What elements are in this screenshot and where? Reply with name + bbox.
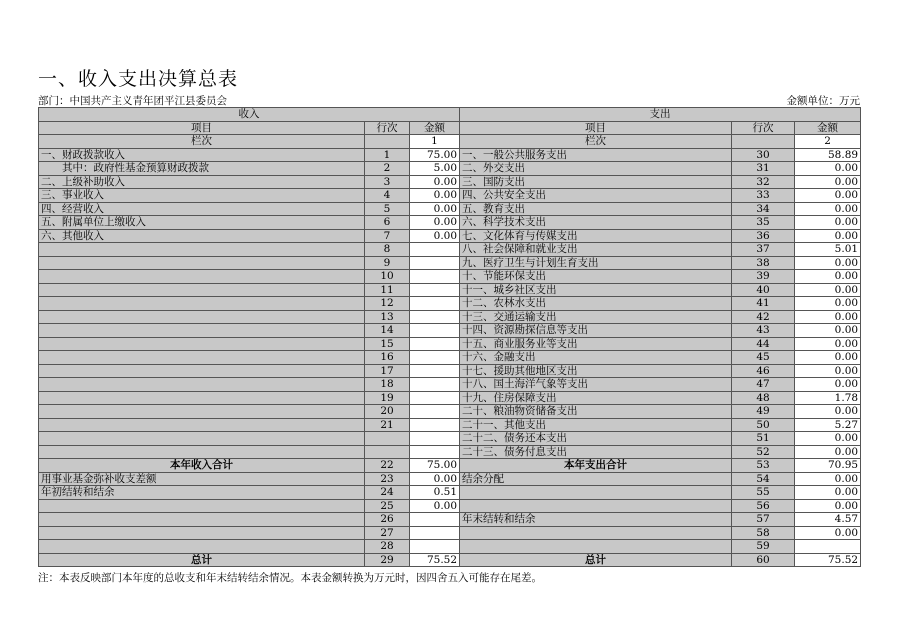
- expense-amount-cell: 0.00: [795, 432, 861, 446]
- table-row: [39, 499, 861, 513]
- income-row-cell: 28: [365, 540, 410, 554]
- expense-row-cell: 60: [732, 553, 795, 567]
- expense-amount-cell: 0.00: [795, 175, 861, 189]
- table-row: [39, 472, 861, 486]
- expense-item-cell: 九、医疗卫生与计划生育支出: [460, 256, 732, 270]
- income-item-cell: [39, 540, 365, 554]
- table-row: [39, 189, 861, 203]
- income-item-cell: 一、财政拨款收入: [39, 148, 365, 162]
- expense-item-cell: 二、外交支出: [460, 162, 732, 176]
- table-row: [39, 391, 861, 405]
- department-label: 部门：中国共产主义青年团平江县委员会: [38, 95, 227, 107]
- expense-row-cell: 45: [732, 351, 795, 365]
- table-row: [39, 513, 861, 527]
- expense-amount-cell: 1.78: [795, 391, 861, 405]
- expense-item-cell: [460, 499, 732, 513]
- income-amount-cell: [410, 256, 460, 270]
- expense-item-cell: 十二、农林水支出: [460, 297, 732, 311]
- income-amount-cell: [410, 418, 460, 432]
- expense-row-cell: 58: [732, 526, 795, 540]
- income-item-cell: [39, 283, 365, 297]
- table-row: [39, 256, 861, 270]
- expense-amount-cell: 0.00: [795, 162, 861, 176]
- expense-amount-cell: 0.00: [795, 310, 861, 324]
- income-item-cell: [39, 378, 365, 392]
- expense-item-cell: 一、一般公共服务支出: [460, 148, 732, 162]
- income-item-header: 项目: [39, 121, 365, 135]
- expense-amount-cell: 75.52: [795, 553, 861, 567]
- expense-row-cell: 51: [732, 432, 795, 446]
- expense-amount-cell: 0.00: [795, 297, 861, 311]
- income-row-cell: 13: [365, 310, 410, 324]
- income-amount-cell: [410, 391, 460, 405]
- expense-row-cell: 33: [732, 189, 795, 203]
- expense-row-cell: 47: [732, 378, 795, 392]
- income-item-cell: [39, 432, 365, 446]
- expense-amount-cell: 0.00: [795, 486, 861, 500]
- expense-row-cell: 50: [732, 418, 795, 432]
- income-amount-cell: [410, 432, 460, 446]
- income-item-cell: 用事业基金弥补收支差额: [39, 472, 365, 486]
- income-row-cell: 5: [365, 202, 410, 216]
- income-item-cell: [39, 256, 365, 270]
- income-row-cell: 4: [365, 189, 410, 203]
- income-amount-cell: 5.00: [410, 162, 460, 176]
- income-item-cell: 六、其他收入: [39, 229, 365, 243]
- expense-row-cell: 30: [732, 148, 795, 162]
- expense-row-cell: 57: [732, 513, 795, 527]
- income-row-cell: 14: [365, 324, 410, 338]
- expense-item-header: 项目: [460, 121, 732, 135]
- table-row: [39, 540, 861, 554]
- table-row: [39, 243, 861, 257]
- income-amount-cell: [410, 310, 460, 324]
- table-row: [39, 432, 861, 446]
- expense-row-cell: 38: [732, 256, 795, 270]
- expense-row-cell: 40: [732, 283, 795, 297]
- income-amount-cell: 0.00: [410, 472, 460, 486]
- income-amount-cell: [410, 405, 460, 419]
- income-row-cell: 3: [365, 175, 410, 189]
- income-item-cell: [39, 337, 365, 351]
- table-header-section: [39, 108, 861, 122]
- income-amount-cell: [410, 297, 460, 311]
- income-item-cell: 二、上级补助收入: [39, 175, 365, 189]
- expense-row-cell: 54: [732, 472, 795, 486]
- expense-amount-cell: 0.00: [795, 351, 861, 365]
- income-row-cell: 17: [365, 364, 410, 378]
- expense-amount-cell: 0.00: [795, 472, 861, 486]
- table-row: [39, 310, 861, 324]
- expense-amount-cell: 0.00: [795, 445, 861, 459]
- expense-item-cell: 三、国防支出: [460, 175, 732, 189]
- table-row: [39, 216, 861, 230]
- expense-item-cell: 八、社会保障和就业支出: [460, 243, 732, 257]
- expense-amount-cell: 0.00: [795, 526, 861, 540]
- income-item-cell: [39, 351, 365, 365]
- income-amount-cell: 0.00: [410, 189, 460, 203]
- income-row-cell: 27: [365, 526, 410, 540]
- income-amount-cell: 0.51: [410, 486, 460, 500]
- expense-row-cell: 56: [732, 499, 795, 513]
- expense-row-cell: 44: [732, 337, 795, 351]
- expense-item-cell: 十九、住房保障支出: [460, 391, 732, 405]
- expense-amount-cell: 0.00: [795, 256, 861, 270]
- expense-item-cell: 二十一、其他支出: [460, 418, 732, 432]
- expense-item-cell: 年末结转和结余: [460, 513, 732, 527]
- income-amount-cell: [410, 513, 460, 527]
- expense-row-cell: 32: [732, 175, 795, 189]
- expense-row-cell: 41: [732, 297, 795, 311]
- expense-row-cell: 46: [732, 364, 795, 378]
- expense-amount-cell: 5.27: [795, 418, 861, 432]
- expense-item-cell: 十、节能环保支出: [460, 270, 732, 284]
- income-item-cell: [39, 513, 365, 527]
- expense-item-cell: 六、科学技术支出: [460, 216, 732, 230]
- expense-item-cell: 结余分配: [460, 472, 732, 486]
- income-row-cell: [365, 445, 410, 459]
- income-row-cell: 29: [365, 553, 410, 567]
- income-item-cell: [39, 310, 365, 324]
- table-row: [39, 364, 861, 378]
- expense-amount-cell: [795, 540, 861, 554]
- income-item-cell: [39, 324, 365, 338]
- income-amount-cell: 0.00: [410, 216, 460, 230]
- expense-amount-cell: 0.00: [795, 337, 861, 351]
- income-row-cell: 22: [365, 459, 410, 473]
- expense-item-cell: [460, 526, 732, 540]
- income-item-cell: 总计: [39, 553, 365, 567]
- expense-row-cell: 39: [732, 270, 795, 284]
- expense-amount-header: 金额: [795, 121, 861, 135]
- income-amount-cell: [410, 526, 460, 540]
- income-amount-cell: [410, 540, 460, 554]
- income-amount-cell: [410, 324, 460, 338]
- income-row-cell: 12: [365, 297, 410, 311]
- income-amount-cell: 0.00: [410, 175, 460, 189]
- income-row-header: 行次: [365, 121, 410, 135]
- income-amount-cell: [410, 270, 460, 284]
- income-amount-cell: [410, 378, 460, 392]
- table-row: [39, 405, 861, 419]
- expense-row-cell: 53: [732, 459, 795, 473]
- expense-item-cell: [460, 540, 732, 554]
- expense-item-cell: 二十二、债务还本支出: [460, 432, 732, 446]
- income-item-cell: 四、经营收入: [39, 202, 365, 216]
- table-row: [39, 526, 861, 540]
- expense-amount-cell: 0.00: [795, 270, 861, 284]
- expense-amount-cell: 0.00: [795, 216, 861, 230]
- income-row-cell: 9: [365, 256, 410, 270]
- income-item-cell: 五、附属单位上缴收入: [39, 216, 365, 230]
- expense-item-cell: 十七、援助其他地区支出: [460, 364, 732, 378]
- expense-amount-cell: 0.00: [795, 405, 861, 419]
- expense-amount-cell: 0.00: [795, 202, 861, 216]
- expense-row-cell: 48: [732, 391, 795, 405]
- expense-header: 支出: [460, 108, 861, 122]
- table-row: [39, 351, 861, 365]
- table-row: [39, 418, 861, 432]
- income-item-cell: [39, 364, 365, 378]
- expense-item-cell: 十六、金融支出: [460, 351, 732, 365]
- income-amount-cell: [410, 364, 460, 378]
- income-amount-cell: 0.00: [410, 499, 460, 513]
- income-amount-cell: [410, 445, 460, 459]
- income-amount-cell: [410, 243, 460, 257]
- income-row-cell: 26: [365, 513, 410, 527]
- table-header-index: [39, 135, 861, 149]
- income-item-cell: 本年收入合计: [39, 459, 365, 473]
- table-row: [39, 459, 861, 473]
- expense-amount-cell: 70.95: [795, 459, 861, 473]
- expense-row-cell: 43: [732, 324, 795, 338]
- income-col-index: 1: [410, 135, 460, 149]
- table-row: [39, 270, 861, 284]
- income-item-cell: [39, 418, 365, 432]
- table-row: [39, 378, 861, 392]
- expense-item-cell: 十四、资源勘探信息等支出: [460, 324, 732, 338]
- expense-item-cell: 四、公共安全支出: [460, 189, 732, 203]
- income-row-cell: 23: [365, 472, 410, 486]
- income-row-cell: 7: [365, 229, 410, 243]
- income-amount-header: 金额: [410, 121, 460, 135]
- expense-row-cell: 37: [732, 243, 795, 257]
- expense-item-cell: 十三、交通运输支出: [460, 310, 732, 324]
- income-item-cell: [39, 297, 365, 311]
- expense-item-cell: [460, 486, 732, 500]
- expense-item-cell: 总计: [460, 553, 732, 567]
- expense-row-cell: 49: [732, 405, 795, 419]
- expense-item-cell: 七、文化体育与传媒支出: [460, 229, 732, 243]
- expense-row-cell: 59: [732, 540, 795, 554]
- expense-row-cell: 42: [732, 310, 795, 324]
- expense-col-index: 2: [795, 135, 861, 149]
- table-header-columns: [39, 121, 861, 135]
- income-header: 收入: [39, 108, 460, 122]
- income-row-cell: 10: [365, 270, 410, 284]
- expense-amount-cell: 0.00: [795, 364, 861, 378]
- expense-row-cell: 52: [732, 445, 795, 459]
- income-item-cell: [39, 270, 365, 284]
- expense-amount-cell: 0.00: [795, 378, 861, 392]
- expense-item-cell: 十一、城乡社区支出: [460, 283, 732, 297]
- table-row: [39, 229, 861, 243]
- table-row: [39, 553, 861, 567]
- expense-amount-cell: 0.00: [795, 283, 861, 297]
- income-item-cell: 其中：政府性基金预算财政拨款: [39, 162, 365, 176]
- income-row-cell: [365, 432, 410, 446]
- income-row-cell: 15: [365, 337, 410, 351]
- expense-item-cell: 二十、粮油物资储备支出: [460, 405, 732, 419]
- table-row: [39, 297, 861, 311]
- expense-lanci-label: 栏次: [460, 135, 732, 149]
- table-row: [39, 445, 861, 459]
- income-row-cell: 16: [365, 351, 410, 365]
- expense-amount-cell: 0.00: [795, 499, 861, 513]
- table-row: [39, 337, 861, 351]
- income-item-cell: 年初结转和结余: [39, 486, 365, 500]
- income-row-cell: 11: [365, 283, 410, 297]
- expense-row-cell: 36: [732, 229, 795, 243]
- income-row-cell: 19: [365, 391, 410, 405]
- table-row: [39, 148, 861, 162]
- income-item-cell: [39, 499, 365, 513]
- income-amount-cell: [410, 351, 460, 365]
- expense-amount-cell: 0.00: [795, 229, 861, 243]
- expense-row-cell: 35: [732, 216, 795, 230]
- income-row-cell: 24: [365, 486, 410, 500]
- expense-amount-cell: 58.89: [795, 148, 861, 162]
- unit-label: 金额单位：万元: [786, 95, 860, 107]
- expense-amount-cell: 0.00: [795, 324, 861, 338]
- income-row-cell: 21: [365, 418, 410, 432]
- income-amount-cell: [410, 337, 460, 351]
- expense-item-cell: 十八、国土海洋气象等支出: [460, 378, 732, 392]
- income-row-cell: 1: [365, 148, 410, 162]
- income-row-cell: 18: [365, 378, 410, 392]
- income-item-cell: [39, 526, 365, 540]
- expense-row-cell: 31: [732, 162, 795, 176]
- income-row-cell: 20: [365, 405, 410, 419]
- expense-item-cell: 十五、商业服务业等支出: [460, 337, 732, 351]
- expense-row-cell: 55: [732, 486, 795, 500]
- income-item-cell: [39, 445, 365, 459]
- table-row: [39, 486, 861, 500]
- expense-row-header: 行次: [732, 121, 795, 135]
- income-row-cell: 8: [365, 243, 410, 257]
- income-item-cell: [39, 405, 365, 419]
- income-item-cell: [39, 243, 365, 257]
- income-row-cell: 6: [365, 216, 410, 230]
- income-amount-cell: 0.00: [410, 229, 460, 243]
- income-row-cell: 2: [365, 162, 410, 176]
- table-row: [39, 283, 861, 297]
- table-row: [39, 162, 861, 176]
- page-title: 一、收入支出决算总表: [38, 68, 239, 90]
- income-amount-cell: [410, 283, 460, 297]
- table-row: [39, 324, 861, 338]
- table-row: [39, 202, 861, 216]
- expense-row-cell: 34: [732, 202, 795, 216]
- expense-amount-cell: 5.01: [795, 243, 861, 257]
- income-row-cell: 25: [365, 499, 410, 513]
- income-item-cell: 三、事业收入: [39, 189, 365, 203]
- table-row: [39, 175, 861, 189]
- expense-amount-cell: 0.00: [795, 189, 861, 203]
- expense-item-cell: 本年支出合计: [460, 459, 732, 473]
- expense-amount-cell: 4.57: [795, 513, 861, 527]
- expense-item-cell: 二十三、债务付息支出: [460, 445, 732, 459]
- income-lanci-label: 栏次: [39, 135, 365, 149]
- income-amount-cell: 0.00: [410, 202, 460, 216]
- footnote: 注：本表反映部门本年度的总收支和年末结转结余情况。本表金额转换为万元时，因四舍五入可能存在尾差。: [38, 572, 542, 584]
- income-amount-cell: 75.52: [410, 553, 460, 567]
- income-amount-cell: 75.00: [410, 459, 460, 473]
- expense-item-cell: 五、教育支出: [460, 202, 732, 216]
- income-amount-cell: 75.00: [410, 148, 460, 162]
- income-expense-table: [38, 107, 861, 567]
- income-item-cell: [39, 391, 365, 405]
